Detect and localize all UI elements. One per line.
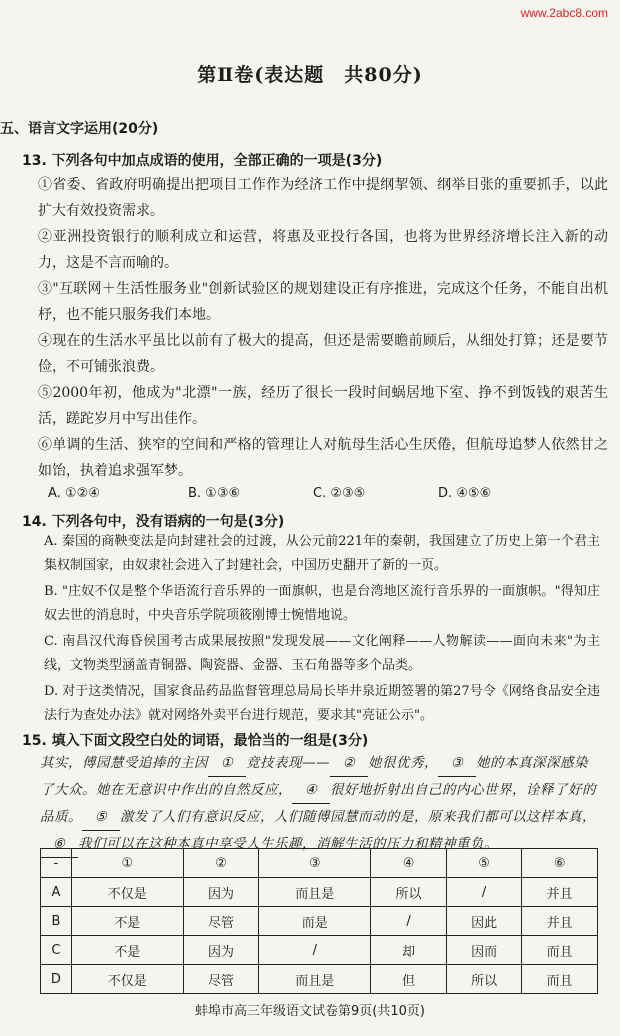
section-title: 第Ⅱ卷(表达题 共80分): [197, 64, 423, 86]
question-14-title: 14. 下列各句中，没有语病的一句是(3分): [22, 514, 285, 530]
table-row: A 不仅是 因为 而且是 所以 / 并且: [41, 878, 598, 907]
question-14-option-d: D. 对于这类情况，国家食品药品监督管理总局局长毕井泉近期签署的第27号令《网络食品安全违法行为查处办法》就对网络外卖平台进行规范，要求其"亮证公示"。: [44, 684, 600, 723]
option-b: B. ①③⑥: [188, 486, 241, 501]
option-c: C. ②③⑤: [313, 486, 366, 501]
page-footer: 蚌埠市高三年级语文试卷第9页(共10页): [195, 1004, 425, 1019]
part-heading: 五、语言文字运用(20分): [0, 121, 159, 137]
table-header-cell: ②: [183, 849, 259, 878]
question-15-title: 15. 填入下面文段空白处的词语，最恰当的一组是(3分): [22, 733, 369, 749]
question-13-item-3: ③"互联网＋生活性服务业"创新试验区的规划建设正有序推进，完成这个任务，不能自出机杼，也不能只服务我们本地。: [38, 281, 608, 323]
table-header-cell: ⑤: [446, 849, 522, 878]
question-13-title: 13. 下列各句中加点成语的使用，全部正确的一项是(3分): [22, 153, 383, 169]
table-header-row: [41, 849, 598, 878]
question-13-item-6: ⑥单调的生活、狭窄的空间和严格的管理让人对航母生活心生厌倦，但航母追梦人依然甘之如饴，执着追求强军梦。: [38, 437, 608, 479]
question-15-passage: 其实，傅园慧受追捧的主因 ① 竞技表现—— ② 她很优秀， ③ 她的本真深深感染了大众。她在无意识中作出的自然反应， ④ 很好地折射出自己的内心世界，诠释了好的品质。 ⑤ 激发了人们有意识反应，人们随傅园慧而动的是，原来我们都可以这样本真，⑥ 我们可以在这种本真中享受人生乐趣，消解生活的压力和精神重负。: [40, 750, 600, 858]
question-13-options: [48, 486, 598, 506]
blank-3: ③: [438, 750, 476, 777]
table-row: B 不是 尽管 而是 / 因此 并且: [41, 907, 598, 936]
answer-table: [40, 848, 598, 994]
table-header-cell: ③: [259, 849, 371, 878]
table-row: D 不仅是 尽管 而且是 但 所以 而且: [41, 965, 598, 994]
watermark: www.2abc8.com: [520, 6, 608, 20]
question-14-option-a: A. 秦国的商鞅变法是向封建社会的过渡，从公元前221年的秦朝，我国建立了历史上第一个君主集权制国家，由奴隶社会进入了封建社会，中国历史翻开了新的一页。: [44, 534, 600, 573]
option-a: A. ①②④: [48, 486, 100, 501]
table-header-cell: -: [41, 849, 72, 878]
option-d: D. ④⑤⑥: [438, 486, 492, 501]
question-13-item-2: ②亚洲投资银行的顺利成立和运营，将惠及亚投行各国，也将为世界经济增长注入新的动力，这是不言而喻的。: [38, 229, 608, 271]
table-row: C 不是 因为 / 却 因而 而且: [41, 936, 598, 965]
blank-4: ④: [292, 777, 330, 804]
question-13-item-4: ④现在的生活水平虽比以前有了极大的提高，但还是需要瞻前顾后，从细处打算；还是要节俭，不可铺张浪费。: [38, 333, 608, 375]
question-13-item-1: ①省委、省政府明确提出把项目工作作为经济工作中提纲挈领、纲举目张的重要抓手，以此扩大有效投资需求。: [38, 177, 608, 219]
blank-5: ⑤: [82, 804, 120, 831]
question-14-option-c: C. 南昌汉代海昏侯国考古成果展按照"发现发展——文化阐释——人物解读——面向未来"为主线，文物类型涵盖青铜器、陶瓷器、金器、玉石角器等多个品类。: [44, 634, 600, 673]
table-header-cell: ④: [371, 849, 447, 878]
table-header-cell: ⑥: [522, 849, 598, 878]
blank-6: ⑥: [40, 831, 78, 858]
blank-2: ②: [330, 750, 368, 777]
question-13-item-5: ⑤2000年初，他成为"北漂"一族，经历了很长一段时间蜗居地下室、挣不到饭钱的艰苦生活，蹉跎岁月中写出佳作。: [38, 385, 608, 427]
question-14-option-b: B. "庄奴不仅是整个华语流行音乐界的一面旗帜，也是台湾地区流行音乐界的一面旗帜。"得知庄奴去世的消息时，中央音乐学院项筱刚博士惋惜地说。: [44, 584, 600, 623]
blank-1: ①: [208, 750, 246, 777]
table-header-cell: ①: [71, 849, 183, 878]
